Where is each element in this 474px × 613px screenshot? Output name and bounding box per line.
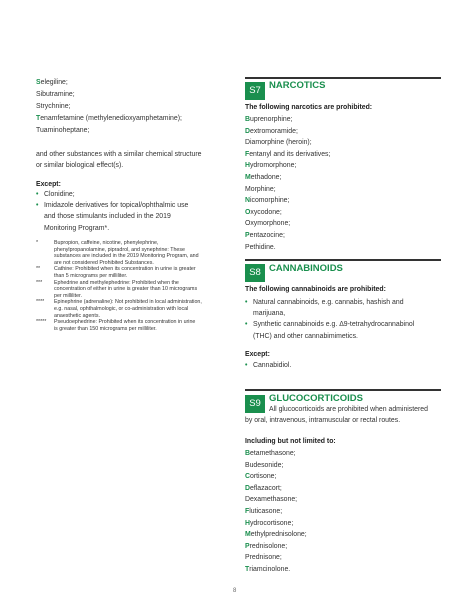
footnote-text: concentration of either in urine is greater than 10 micrograms bbox=[54, 286, 198, 293]
footnote-mark: **** bbox=[36, 299, 45, 306]
item-text: ethadone; bbox=[250, 174, 282, 181]
item-initial: N bbox=[245, 197, 250, 205]
stimulant-item bbox=[36, 126, 89, 137]
item-text: ortisone; bbox=[249, 473, 277, 481]
cannabinoid-item bbox=[245, 298, 404, 309]
section-intro: The following narcotics are prohibited: bbox=[245, 104, 373, 111]
except-item-continued bbox=[36, 212, 171, 223]
item-text: ydromorphone; bbox=[249, 162, 297, 170]
bullet-icon: • bbox=[245, 362, 248, 369]
cannabinoid-item bbox=[245, 320, 414, 331]
item-text: uprenorphine; bbox=[249, 116, 293, 123]
narcotic-item bbox=[245, 185, 276, 196]
cannabinoid-item-continued bbox=[245, 309, 285, 320]
narcotic-item bbox=[245, 231, 285, 242]
item-text: Clonidine; bbox=[44, 191, 75, 198]
item-text: Cannabidiol. bbox=[253, 362, 292, 369]
narcotic-item bbox=[245, 219, 290, 230]
item-initial: H bbox=[245, 162, 250, 170]
item-text: entazocine; bbox=[249, 232, 285, 239]
glucocorticoid-item bbox=[245, 565, 290, 576]
glucocorticoid-item bbox=[245, 484, 282, 495]
footnote-text: is greater than 150 micrograms per milliliter. bbox=[54, 325, 157, 332]
item-text: Pethidine. bbox=[245, 243, 276, 251]
bullet-icon: • bbox=[36, 191, 39, 198]
other-substances-line-1: and other substances with a similar chemical structure bbox=[36, 151, 202, 158]
item-text: ydrocortisone; bbox=[249, 519, 294, 527]
item-text: Dexamethasone; bbox=[245, 496, 298, 504]
footnote-text: Ephedrine and methylephedrine: Prohibited when the bbox=[54, 279, 179, 286]
item-initial: D bbox=[245, 484, 250, 492]
list-heading: Including but not limited to: bbox=[245, 438, 336, 445]
item-text: extromoramide; bbox=[249, 127, 298, 135]
other-substances-line-2: or similar biological effect(s). bbox=[36, 161, 124, 169]
section-title: GLUCOCORTICOIDS bbox=[269, 393, 363, 404]
item-text: Imidazole derivatives for topical/ophthalmic use bbox=[44, 202, 189, 210]
glucocorticoid-item bbox=[245, 530, 307, 541]
item-text: entanyl and its derivatives; bbox=[249, 150, 331, 158]
narcotic-item bbox=[245, 196, 289, 207]
section-rule bbox=[245, 389, 441, 391]
footnote-text: substances are included in the 2019 Monitoring Program, and bbox=[54, 253, 199, 260]
item-initial: C bbox=[245, 473, 250, 481]
narcotic-item bbox=[245, 150, 330, 161]
footnote-mark: ** bbox=[36, 266, 41, 273]
item-text: eflazacort; bbox=[249, 484, 282, 492]
stimulant-item bbox=[36, 114, 182, 125]
narcotic-item bbox=[245, 138, 312, 149]
item-initial: T bbox=[36, 114, 41, 122]
narcotic-item bbox=[245, 127, 298, 138]
except-item bbox=[36, 190, 75, 201]
except-item bbox=[36, 201, 188, 212]
footnote-text: phenylpropanolamine, pipradrol, and synephrine: These bbox=[54, 246, 185, 253]
except-heading: Except: bbox=[245, 351, 270, 358]
item-text: Prednisone; bbox=[245, 554, 282, 562]
item-text: Tuaminoheptane; bbox=[36, 126, 90, 134]
item-text: Strychnine; bbox=[36, 102, 71, 110]
item-initial: T bbox=[245, 566, 250, 573]
item-text: riamcinolone. bbox=[249, 566, 291, 573]
item-initial: P bbox=[245, 232, 250, 239]
except-heading: Except: bbox=[36, 181, 61, 188]
except-item-continued bbox=[36, 224, 109, 235]
item-initial: S bbox=[36, 79, 41, 86]
bullet-icon: • bbox=[36, 202, 39, 210]
section-title: CANNABINOIDS bbox=[269, 263, 343, 274]
glucocorticoid-item bbox=[245, 449, 296, 460]
cannabinoid-item-continued bbox=[245, 332, 358, 343]
item-text: Oxymorphone; bbox=[245, 220, 291, 228]
narcotic-item bbox=[245, 173, 281, 184]
item-text: Diamorphine (heroin); bbox=[245, 139, 312, 147]
stimulant-item bbox=[36, 90, 75, 101]
item-initial: B bbox=[245, 450, 250, 457]
glucocorticoid-item bbox=[245, 542, 287, 553]
section-badge: S8 bbox=[245, 264, 265, 282]
footnote-text: than 5 micrograms per milliliter. bbox=[54, 272, 128, 279]
footnote-text: are not considered Prohibited Substances. bbox=[54, 259, 154, 266]
narcotic-item bbox=[245, 161, 296, 172]
stimulant-item bbox=[36, 78, 68, 89]
section-title: NARCOTICS bbox=[269, 80, 326, 91]
glucocorticoid-item bbox=[245, 472, 276, 483]
item-text: Sibutramine; bbox=[36, 90, 75, 98]
item-initial: M bbox=[245, 531, 251, 539]
bullet-icon: • bbox=[245, 321, 248, 329]
narcotic-item bbox=[245, 115, 293, 126]
item-text: Natural cannabinoids, e.g. cannabis, hashish and bbox=[253, 299, 404, 306]
glucocorticoid-item bbox=[245, 553, 282, 564]
footnote-text: Pseudoephedrine: Prohibited when its concentration in urine bbox=[54, 319, 196, 326]
item-initial: F bbox=[245, 508, 250, 515]
footnote-text: Bupropion, caffeine, nicotine, phenylephrine, bbox=[54, 240, 159, 246]
item-text: ethylprednisolone; bbox=[250, 531, 307, 539]
item-initial: D bbox=[245, 127, 250, 135]
footnote-text: Cathine: Prohibited when its concentration in urine is greater bbox=[54, 266, 196, 273]
item-text: etamethasone; bbox=[249, 450, 296, 457]
section-rule bbox=[245, 77, 441, 79]
footnote-text: e.g. nasal, ophthalmologic, or co-administration with local bbox=[54, 305, 189, 312]
footnote-mark: * bbox=[36, 240, 39, 246]
item-text: and those stimulants included in the 2019 bbox=[44, 213, 171, 221]
footnote-mark: *** bbox=[36, 279, 43, 286]
item-text: Morphine; bbox=[245, 185, 276, 193]
item-text: Budesonide; bbox=[245, 461, 284, 469]
glucocorticoid-item bbox=[245, 461, 283, 472]
section-rule bbox=[245, 259, 441, 261]
item-text: marijuana, bbox=[253, 310, 286, 318]
section-intro: The following cannabinoids are prohibited: bbox=[245, 286, 386, 293]
footnote-text: anaesthetic agents. bbox=[54, 312, 100, 319]
stimulant-item bbox=[36, 102, 70, 113]
section-badge: S9 bbox=[245, 395, 265, 413]
item-text: luticasone; bbox=[249, 508, 283, 515]
bullet-icon: • bbox=[245, 299, 248, 306]
narcotic-item bbox=[245, 208, 282, 219]
item-initial: H bbox=[245, 519, 250, 527]
narcotic-item bbox=[245, 243, 276, 254]
item-text: (THC) and other cannabimimetics. bbox=[253, 332, 358, 340]
section-badge: S7 bbox=[245, 82, 265, 100]
item-initial: M bbox=[245, 174, 251, 181]
item-text: elegiline; bbox=[40, 79, 68, 86]
item-text: enamfetamine (methylenedioxyamphetamine); bbox=[40, 114, 182, 122]
item-text: xycodone; bbox=[250, 208, 282, 216]
item-initial: P bbox=[245, 542, 250, 550]
except-item bbox=[245, 361, 291, 372]
footnote-text: Epinephrine (adrenaline): Not prohibited in local administration, bbox=[54, 299, 202, 306]
footnote-text: per milliliter. bbox=[54, 292, 82, 299]
section-intro-line-1: All glucocorticoids are prohibited when administered bbox=[269, 406, 428, 413]
item-text: rednisolone; bbox=[249, 542, 288, 550]
item-initial: F bbox=[245, 150, 250, 158]
item-text: icomorphine; bbox=[249, 197, 290, 205]
glucocorticoid-item bbox=[245, 507, 282, 518]
section-intro-line-2: by oral, intravenous, intramuscular or rectal routes. bbox=[245, 417, 401, 424]
item-initial: O bbox=[245, 208, 251, 216]
page-number: 8 bbox=[233, 588, 237, 594]
item-initial: B bbox=[245, 116, 250, 123]
item-text: Synthetic cannabinoids e.g. Δ9-tetrahydrocannabinol bbox=[253, 321, 415, 329]
item-text: Monitoring Program*. bbox=[44, 224, 110, 232]
footnote-mark: ***** bbox=[36, 319, 47, 326]
glucocorticoid-item bbox=[245, 519, 293, 530]
glucocorticoid-item bbox=[245, 495, 297, 506]
